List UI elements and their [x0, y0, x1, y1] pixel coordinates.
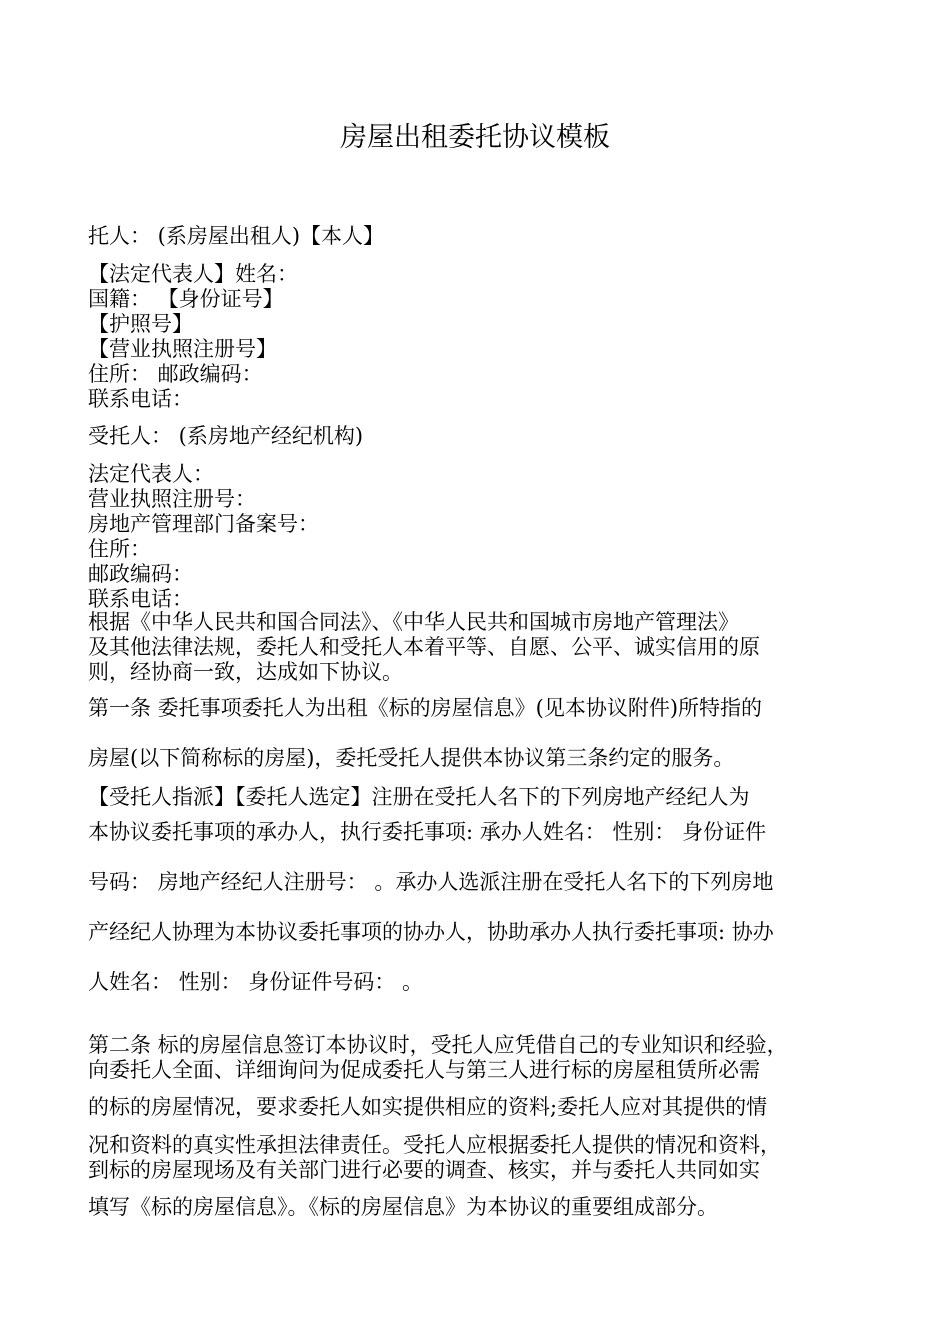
text-line: 则，经协商一致，达成如下协议。 [88, 660, 403, 684]
text-line: 营业执照注册号： [88, 487, 256, 511]
text-line: 第一条 委托事项委托人为出租《标的房屋信息》(见本协议附件)所特指的 [88, 696, 763, 720]
text-line: 房屋(以下简称标的房屋)，委托受托人提供本协议第三条约定的服务。 [88, 746, 735, 770]
text-line: 人姓名： 性别： 身份证件号码： 。 [88, 970, 424, 994]
page-title: 房屋出租委托协议模板 [340, 122, 610, 153]
text-line: 填写《标的房屋信息》。《标的房屋信息》为本协议的重要组成部分。 [88, 1195, 718, 1219]
text-line: 法定代表人： [88, 462, 214, 486]
text-line: 联系电话： [88, 387, 193, 411]
text-line: 及其他法律法规，委托人和受托人本着平等、自愿、公平、诚实信用的原 [88, 635, 760, 659]
text-line: 受托人： (系房地产经纪机构) [88, 424, 364, 448]
text-line: 托人： (系房屋出租人)【本人】 [88, 224, 385, 248]
text-line: 住所： [88, 537, 151, 561]
text-line: 本协议委托事项的承办人，执行委托事项: 承办人姓名： 性别： 身份证件 [88, 820, 767, 844]
text-line: 到标的房屋现场及有关部门进行必要的调查、核实，并与委托人共同如实 [88, 1158, 760, 1182]
text-line: 【护照号】 [88, 312, 193, 336]
text-line: 国籍： 【身份证号】 [88, 287, 284, 311]
text-line: 联系电话： [88, 587, 193, 611]
text-line: 第二条 标的房屋信息签订本协议时，受托人应凭借自己的专业知识和经验， [88, 1033, 788, 1057]
text-line: 根据《中华人民共和国合同法》、《中华人民共和国城市房地产管理法》 [88, 610, 739, 634]
text-line: 的标的房屋情况，要求委托人如实提供相应的资料;委托人应对其提供的情 [88, 1095, 768, 1119]
text-line: 房地产管理部门备案号： [88, 512, 319, 536]
text-line: 邮政编码： [88, 562, 193, 586]
text-line: 产经纪人协理为本协议委托事项的协办人，协助承办人执行委托事项: 协办 [88, 920, 774, 944]
text-line: 【法定代表人】姓名： [88, 262, 298, 286]
text-line: 【营业执照注册号】 [88, 337, 277, 361]
text-line: 号码： 房地产经纪人注册号： 。承办人选派注册在受托人名下的下列房地 [88, 870, 774, 894]
text-line: 【受托人指派】【委托人选定】注册在受托人名下的下列房地产经纪人为 [88, 785, 750, 809]
text-line: 住所： 邮政编码： [88, 362, 263, 386]
text-line: 向委托人全面、详细询问为促成委托人与第三人进行标的房屋租赁所必需 [88, 1058, 760, 1082]
text-line: 况和资料的真实性承担法律责任。受托人应根据委托人提供的情况和资料， [88, 1133, 781, 1157]
